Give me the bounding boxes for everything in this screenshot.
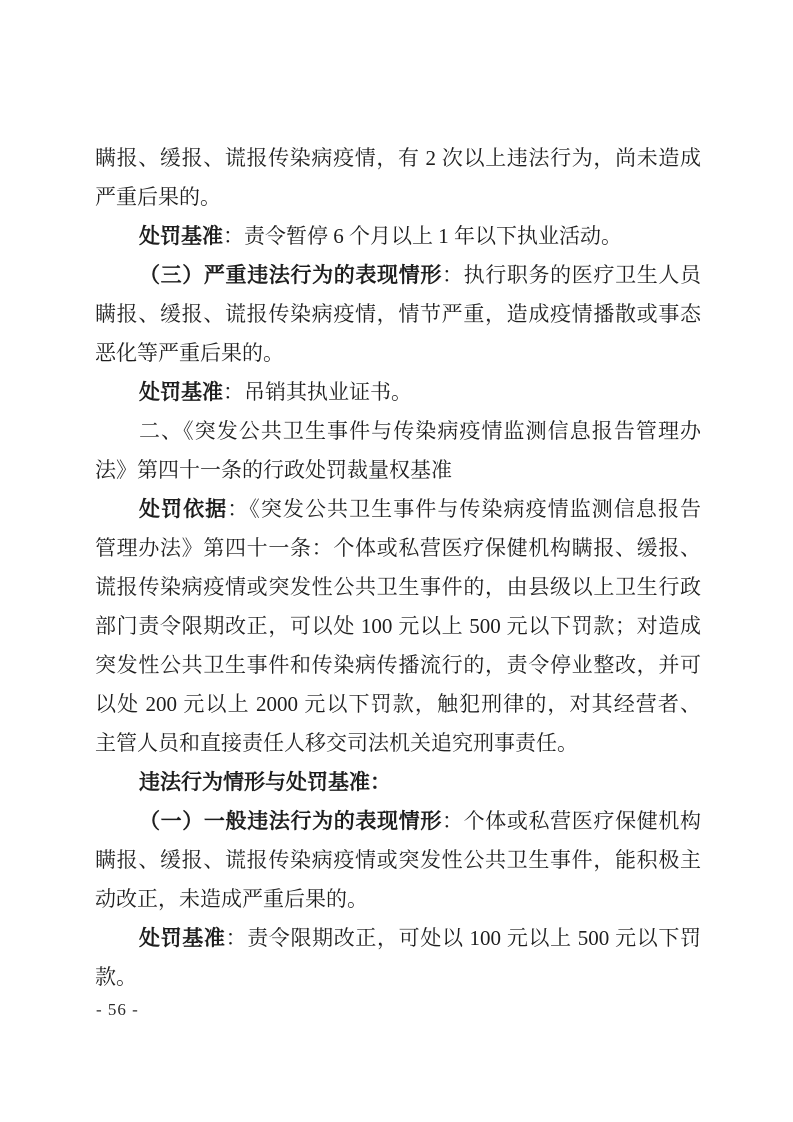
text-line [95, 295, 701, 334]
text-run: 恶化等严重后果的。 [95, 341, 284, 365]
bold-label: 处罚基准 [139, 224, 223, 248]
text-run: 主管人员和直接责任人移交司法机关追究刑事责任。 [95, 731, 578, 755]
text-line-subheading [95, 763, 701, 802]
text-run: ：个体或私营医疗保健机构 [441, 809, 702, 833]
text-line-penalty-standard [95, 919, 701, 958]
text-run: ：责令限期改正，可处以 100 元以上 500 元以下罚 [225, 926, 702, 950]
text-line [95, 880, 701, 919]
text-line-section-3 [95, 256, 701, 295]
text-run: 管理办法》第四十一条：个体或私营医疗保健机构瞒报、缓报、 [95, 536, 701, 560]
text-line [95, 607, 701, 646]
text-run: ：《突发公共卫生事件与传染病疫情监测信息报告 [227, 497, 702, 521]
text-run: 以处 200 元以上 2000 元以下罚款，触犯刑律的，对其经营者、 [95, 692, 701, 716]
text-line [95, 139, 701, 178]
bold-label: （三）严重违法行为的表现情形 [139, 263, 442, 287]
text-run: ：吊销其执业证书。 [223, 380, 412, 404]
text-line [95, 646, 701, 685]
document-body [95, 139, 701, 997]
text-run: ：责令暂停 6 个月以上 1 年以下执业活动。 [223, 224, 622, 248]
text-run: 二、《突发公共卫生事件与传染病疫情监测信息报告管理办 [139, 419, 701, 443]
text-run: 动改正，未造成严重后果的。 [95, 887, 368, 911]
text-run: 瞒报、缓报、谎报传染病疫情，情节严重，造成疫情播散或事态 [95, 302, 701, 326]
text-run: 瞒报、缓报、谎报传染病疫情或突发性公共卫生事件，能积极主 [95, 848, 701, 872]
bold-label: （一）一般违法行为的表现情形 [139, 809, 442, 833]
bold-label: 处罚依据 [139, 497, 228, 521]
text-run: 法》第四十一条的行政处罚裁量权基准 [95, 458, 452, 482]
text-line [95, 841, 701, 880]
text-run: 严重后果的。 [95, 185, 221, 209]
page-number: - 56 - [96, 1000, 139, 1019]
text-run: 突发性公共卫生事件和传染病传播流行的，责令停业整改，并可 [95, 653, 701, 677]
text-line [95, 724, 701, 763]
text-line-heading-2 [95, 451, 701, 490]
text-run: 部门责令限期改正，可以处 100 元以上 500 元以下罚款；对造成 [95, 614, 701, 638]
text-line-heading-2 [95, 412, 701, 451]
text-line-penalty-basis [95, 490, 701, 529]
text-run: 瞒报、缓报、谎报传染病疫情，有 2 次以上违法行为，尚未造成 [95, 146, 701, 170]
text-line-section-1 [95, 802, 701, 841]
text-line [95, 334, 701, 373]
text-line-penalty-standard [95, 373, 701, 412]
bold-label: 处罚基准 [139, 926, 226, 950]
text-line [95, 685, 701, 724]
bold-label: 违法行为情形与处罚基准： [139, 770, 391, 794]
text-line [95, 958, 701, 997]
text-line [95, 529, 701, 568]
bold-label: 处罚基准 [139, 380, 223, 404]
text-run: ：执行职务的医疗卫生人员 [441, 263, 702, 287]
text-line [95, 568, 701, 607]
text-run: 款。 [95, 965, 137, 989]
text-line-penalty-standard [95, 217, 701, 256]
text-line [95, 178, 701, 217]
text-run: 谎报传染病疫情或突发性公共卫生事件的，由县级以上卫生行政 [95, 575, 701, 599]
